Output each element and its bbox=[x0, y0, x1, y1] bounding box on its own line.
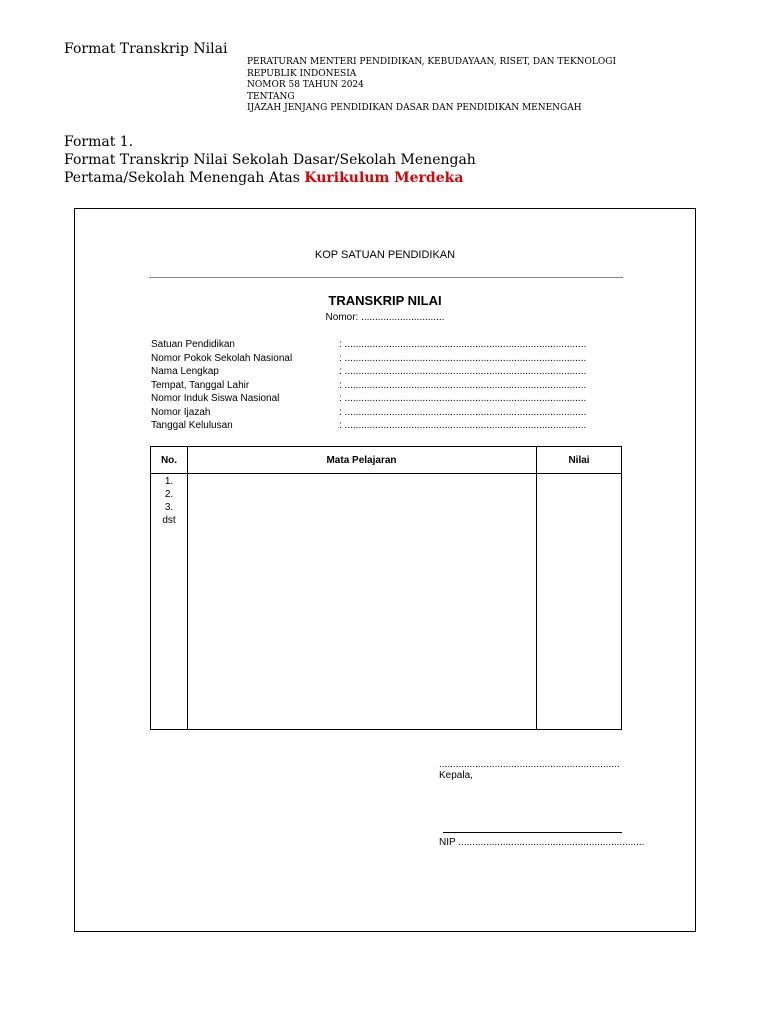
field-label: Nomor Induk Siswa Nasional bbox=[151, 393, 280, 404]
curriculum-highlight: Kurikulum Merdeka bbox=[304, 170, 464, 186]
field-label: Tempat, Tanggal Lahir bbox=[151, 379, 250, 391]
regulation-header bbox=[247, 57, 616, 115]
format-description: Format Transkrip Nilai Sekolah Dasar/Sekolah Menengah bbox=[64, 152, 476, 168]
field-value: : ....................................................................................... bbox=[339, 393, 587, 404]
transcript-number: Nomor: .............................. bbox=[325, 312, 445, 323]
kop-divider bbox=[149, 277, 623, 278]
column-divider bbox=[187, 447, 188, 729]
format-description-prefix: Pertama/Sekolah Menengah Atas bbox=[64, 170, 305, 186]
format-label: Format 1. bbox=[64, 134, 134, 150]
format-description-cont bbox=[64, 169, 476, 187]
regulation-line: IJAZAH JENJANG PENDIDIKAN DASAR DAN PENDIDIKAN MENENGAH bbox=[247, 103, 582, 113]
header-grade: Nilai bbox=[568, 455, 590, 466]
regulation-line: REPUBLIK INDONESIA bbox=[247, 68, 357, 79]
regulation-line: TENTANG bbox=[247, 91, 295, 102]
signatory-title: Kepala, bbox=[439, 770, 473, 781]
document-title: Format Transkrip Nilai bbox=[64, 41, 228, 57]
field-value: : ....................................................................................... bbox=[339, 352, 587, 364]
field-row bbox=[151, 352, 621, 366]
field-row bbox=[151, 365, 621, 379]
format-heading bbox=[64, 133, 476, 187]
row-number: 1. bbox=[164, 476, 174, 487]
field-label: Satuan Pendidikan bbox=[151, 339, 235, 350]
regulation-line: NOMOR 58 TAHUN 2024 bbox=[247, 80, 364, 90]
field-value: : ....................................................................................... bbox=[339, 339, 587, 350]
row-numbers bbox=[151, 475, 187, 527]
field-row bbox=[151, 379, 621, 393]
regulation-line: PERATURAN MENTERI PENDIDIKAN, KEBUDAYAAN, RISET, DAN TEKNOLOGI bbox=[247, 57, 617, 67]
transcript-title: TRANSKRIP NILAI bbox=[328, 293, 442, 308]
field-value: : ....................................................................................... bbox=[339, 420, 587, 431]
row-number: dst bbox=[162, 515, 176, 526]
nip-field: NIP ................................................................... bbox=[439, 837, 645, 848]
field-label: Nomor Pokok Sekolah Nasional bbox=[151, 352, 293, 364]
field-label: Tanggal Kelulusan bbox=[151, 420, 233, 431]
place-date-dots: ................................................................. bbox=[439, 759, 620, 770]
transcript-form bbox=[74, 208, 696, 932]
grade-table bbox=[150, 446, 622, 730]
field-label: Nomor Ijazah bbox=[151, 406, 211, 418]
kop-header: KOP SATUAN PENDIDIKAN bbox=[314, 249, 456, 261]
field-value: : ....................................................................................... bbox=[339, 366, 587, 377]
field-row bbox=[151, 392, 621, 406]
header-divider bbox=[151, 473, 621, 474]
header-no: No. bbox=[160, 455, 178, 466]
field-row bbox=[151, 338, 621, 352]
field-value: : ....................................................................................... bbox=[339, 379, 587, 391]
signature-line bbox=[443, 832, 622, 833]
field-value: : ....................................................................................... bbox=[339, 406, 587, 418]
field-row bbox=[151, 419, 621, 433]
row-number: 2. bbox=[164, 489, 174, 500]
field-row bbox=[151, 406, 621, 420]
column-divider bbox=[536, 447, 537, 729]
header-subject: Mata Pelajaran bbox=[326, 455, 397, 466]
row-number: 3. bbox=[164, 502, 174, 513]
field-label: Nama Lengkap bbox=[151, 366, 219, 377]
identity-fields bbox=[151, 338, 621, 433]
